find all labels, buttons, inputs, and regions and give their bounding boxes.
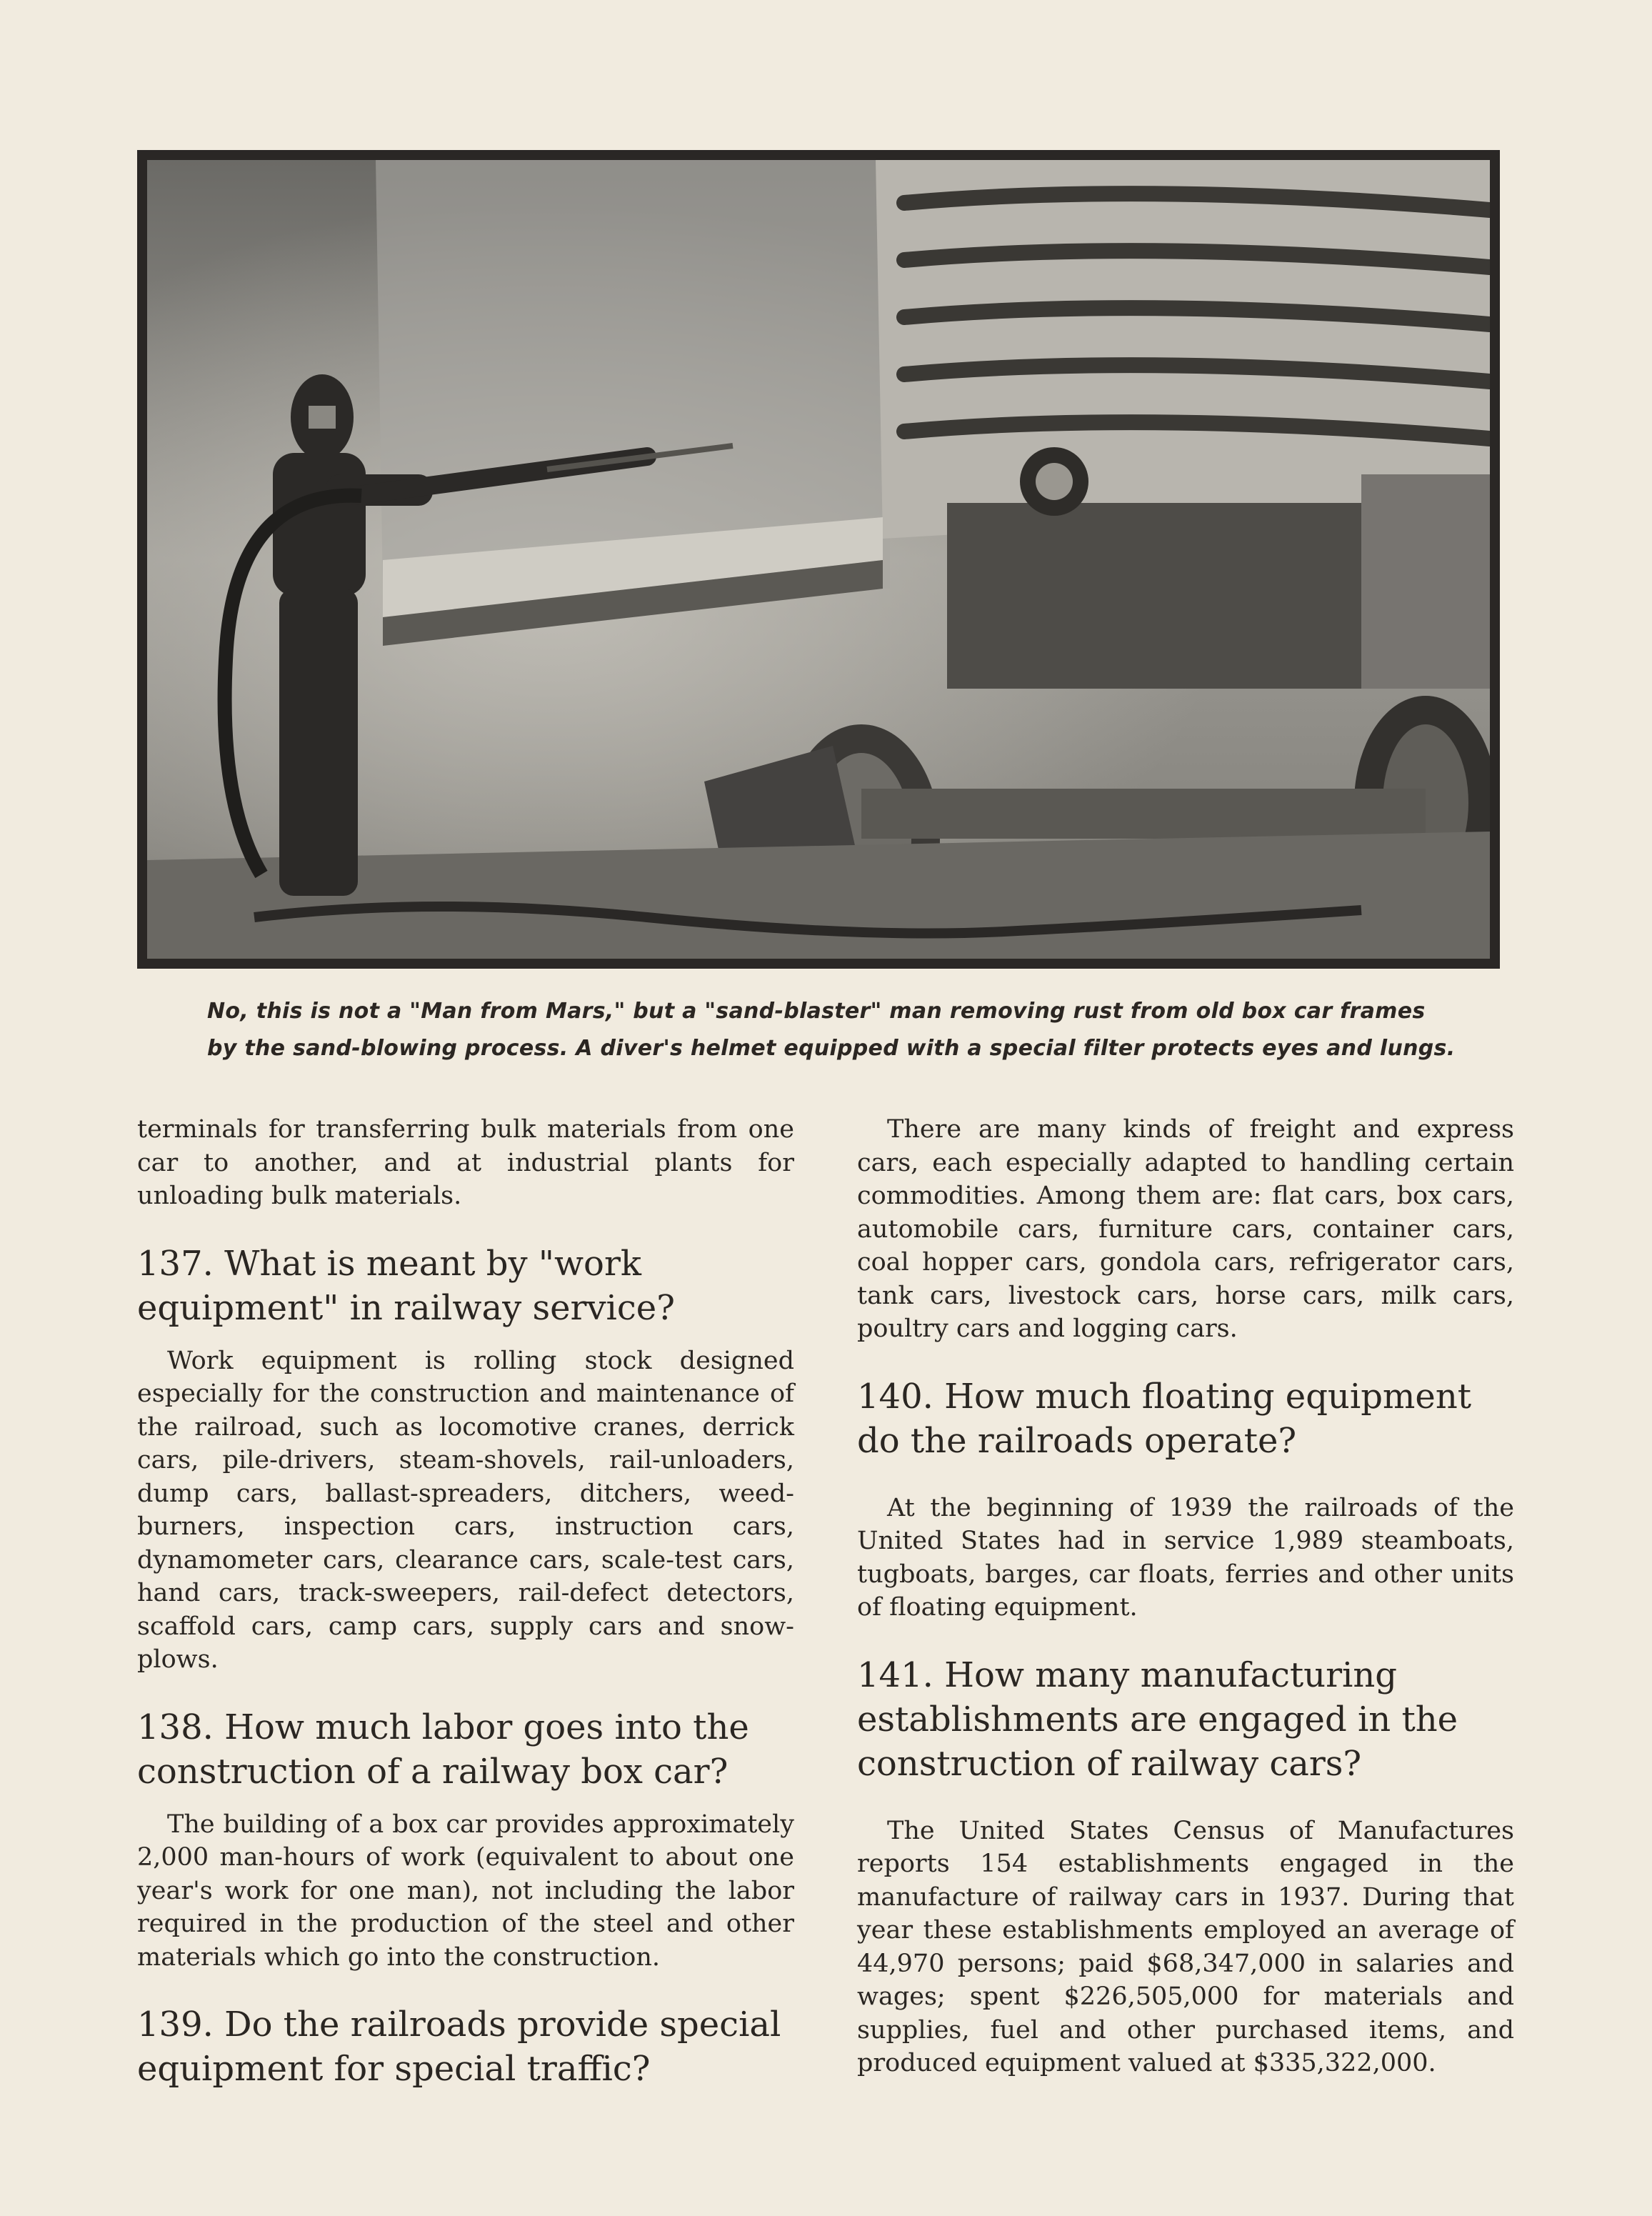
photo-caption [207,993,1507,1067]
caption-line-2: by the sand-blowing process. A diver's helmet equipped with a special filter protects eyes and lungs. [207,1036,1456,1061]
answer-141: The United States Census of Manufactures reports 154 establishments engaged in the manufacture of railway cars in 1937. During that year these establishments employed an average of 44,970 persons; paid $68,347,000 in salaries and wages; spent $226,505,000 for materials and supplies, fuel and other purchased items, and produced equipment valued at $335,322,000. [857,1816,1514,2077]
right-column [857,1113,1514,2080]
question-138-heading: 138. How much labor goes into the construction of a railway box car? [137,1707,749,1792]
photograph-sand-blaster [137,150,1500,969]
answer-137: Work equipment is rolling stock designed especially for the construction and maintenance of the railroad, such as locomotive cranes, derrick cars, pile-drivers, steam-shovels, rail-unloaders, dump cars, ballast-spreaders, ditchers, weed-burners, inspection cars, instruction cars, dynamometer cars, clearance cars, scale-test cars, hand cars, track-sweepers, rail-defect detectors, scaffold cars, camp cars, supply cars and snow-plows. [137,1346,794,1674]
photo-illustration [147,160,1490,959]
caption-line-1: No, this is not a "Man from Mars," but a "sand-blaster" man removing rust from old box car frames [207,999,1426,1024]
left-column [137,1113,794,2091]
question-140-heading: 140. How much floating equipment do the railroads operate? [857,1376,1472,1461]
answer-138: The building of a box car provides approximately 2,000 man-hours of work (equivalent to about one year's work for one man), not including the labor required in the production of the steel and other materials which go into the construction. [137,1810,794,1972]
answer-139: There are many kinds of freight and express cars, each especially adapted to handling certain commodities. Among them are: flat cars, box cars, automobile cars, furniture cars, container cars, coal hopper cars, gondola cars, refrigerator cars, tank cars, livestock cars, horse cars, milk cars, poultry cars and logging cars. [857,1115,1514,1343]
continued-paragraph: terminals for transferring bulk materials from one car to another, and at industrial plants for unloading bulk materials. [137,1115,794,1210]
question-141-heading: 141. How many manufacturing establishments are engaged in the construction of railway cars? [857,1654,1458,1784]
question-137-heading: 137. What is meant by "work equipment" in railway service? [137,1243,675,1328]
question-139-heading: 139. Do the railroads provide special equipment for special traffic? [137,2005,781,2089]
answer-140: At the beginning of 1939 the railroads of the United States had in service 1,989 steamboats, tugboats, barges, car floats, ferries and other units of floating equipment. [857,1493,1514,1622]
